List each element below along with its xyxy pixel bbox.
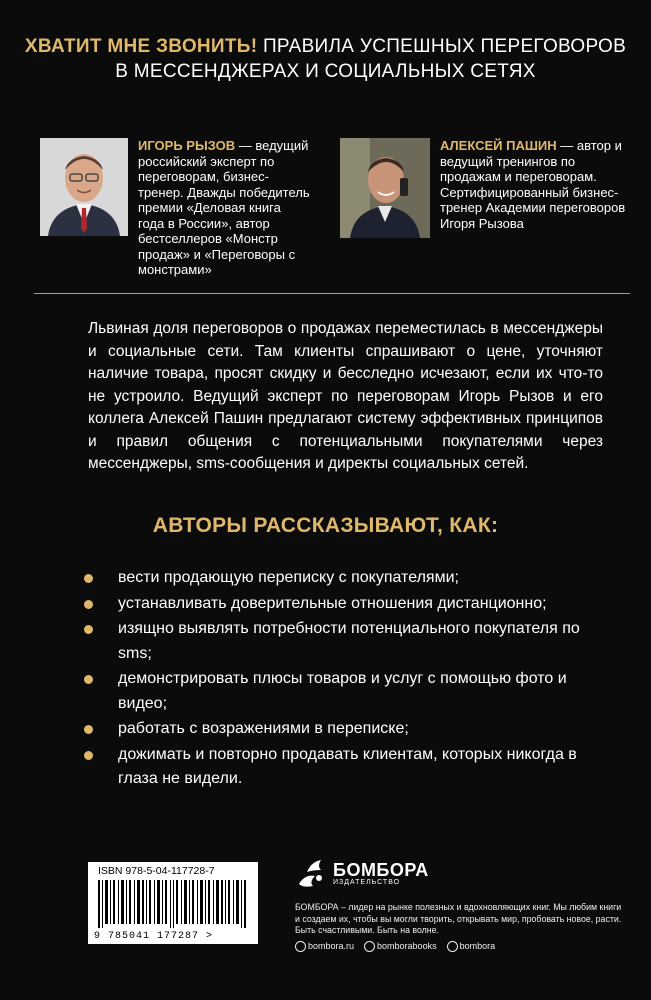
title-line2: В МЕССЕНДЖЕРАХ И СОЦИАЛЬНЫХ СЕТЯХ <box>115 61 536 82</box>
bullet-icon <box>84 751 93 760</box>
list-item <box>84 592 604 617</box>
publisher-sub: ИЗДАТЕЛЬСТВО <box>333 878 401 886</box>
author-bio-text: — автор и ведущий тренингов по продажам и переговорам. Сертифицированный бизнес-тренер Академии переговоров Игоря Рызова <box>440 138 626 231</box>
social-site[interactable]: bombora.ru <box>295 941 354 952</box>
publisher-logo <box>295 856 625 890</box>
social-vk[interactable]: bomborabooks <box>364 941 437 952</box>
author-name: АЛЕКСЕЙ ПАШИН <box>440 138 557 153</box>
author-photo-pashin <box>340 138 430 238</box>
publisher-block <box>295 856 625 952</box>
intro-paragraph: Львиная доля переговоров о продажах переместилась в мессенджеры и социальные сети. Там клиенты спрашивают о цене, уточняют наличие товара, просят скидку и бесследно исчезают, если их что-то не устроило. Ведущий эксперт по переговорам Игорь Рызов и его коллега Алексей Пашин предлагают систему эффективных принципов и правил общения с потенциальными покупателями через мессенджеры, sms-сообщения и директы социальных сетей. <box>88 320 603 472</box>
list-item <box>84 743 604 792</box>
list-item <box>84 667 604 716</box>
social-telegram[interactable]: bombora <box>447 941 496 952</box>
divider <box>34 293 630 294</box>
book-title <box>0 34 651 84</box>
author-bio-pashin <box>440 138 630 238</box>
list-item-text: устанавливать доверительные отношения дистанционно; <box>118 594 547 612</box>
list-item-text: демонстрировать плюсы товаров и услуг с помощью фото и видео; <box>118 670 567 712</box>
barcode-box <box>88 862 258 944</box>
title-accent: ХВАТИТ МНЕ ЗВОНИТЬ! <box>24 36 258 57</box>
bullet-icon <box>84 574 93 583</box>
author-bio-text: — ведущий российский эксперт по переговорам, бизнес-тренер. Дважды победитель премии «Деловая книга года в России», автор бестселлеров «Монстр продаж» и «Переговоры с монстрами» <box>138 138 310 277</box>
list-item <box>84 617 604 666</box>
author-ryzov <box>40 138 310 278</box>
bullet-icon <box>84 675 93 684</box>
author-name: ИГОРЬ РЫЗОВ <box>138 138 236 153</box>
list-item-text: работать с возражениями в переписке; <box>118 720 409 737</box>
social-links <box>295 941 625 952</box>
barcode-icon <box>96 880 250 928</box>
publisher-text: БОМБОРА – лидер на рынке полезных и вдохновляющих книг. Мы любим книги и создаем их, чтобы вы могли творить, открывать мир, пробовать новое, расти. Быть счастливыми. Быть на волне. <box>295 902 622 935</box>
list-item <box>84 566 604 591</box>
section-heading: АВТОРЫ РАССКАЗЫВАЮТ, КАК: <box>152 514 499 537</box>
vk-icon <box>364 941 375 952</box>
barcode-number: 9 785041 177287 > <box>94 931 214 942</box>
globe-icon <box>295 941 306 952</box>
isbn: ISBN 978-5-04-117728-7 <box>98 865 215 877</box>
bombora-logo-icon <box>295 856 329 890</box>
list-item <box>84 717 604 742</box>
publisher-name: БОМБОРА <box>333 859 429 880</box>
list-item-text: изящно выявлять потребности потенциального покупателя по sms; <box>118 620 580 662</box>
author-pashin <box>340 138 630 238</box>
title-rest: ПРАВИЛА УСПЕШНЫХ ПЕРЕГОВОРОВ <box>257 36 627 57</box>
author-photo-ryzov <box>40 138 128 236</box>
bullet-icon <box>84 600 93 609</box>
bullet-icon <box>84 725 93 734</box>
author-bio-ryzov <box>138 138 310 278</box>
list-item-text: вести продающую переписку с покупателями; <box>118 569 459 586</box>
bullet-icon <box>84 625 93 634</box>
telegram-icon <box>447 941 458 952</box>
list-item-text: дожимать и повторно продавать клиентам, которых никогда в глаза не видели. <box>118 745 577 787</box>
bullet-list <box>84 566 604 793</box>
